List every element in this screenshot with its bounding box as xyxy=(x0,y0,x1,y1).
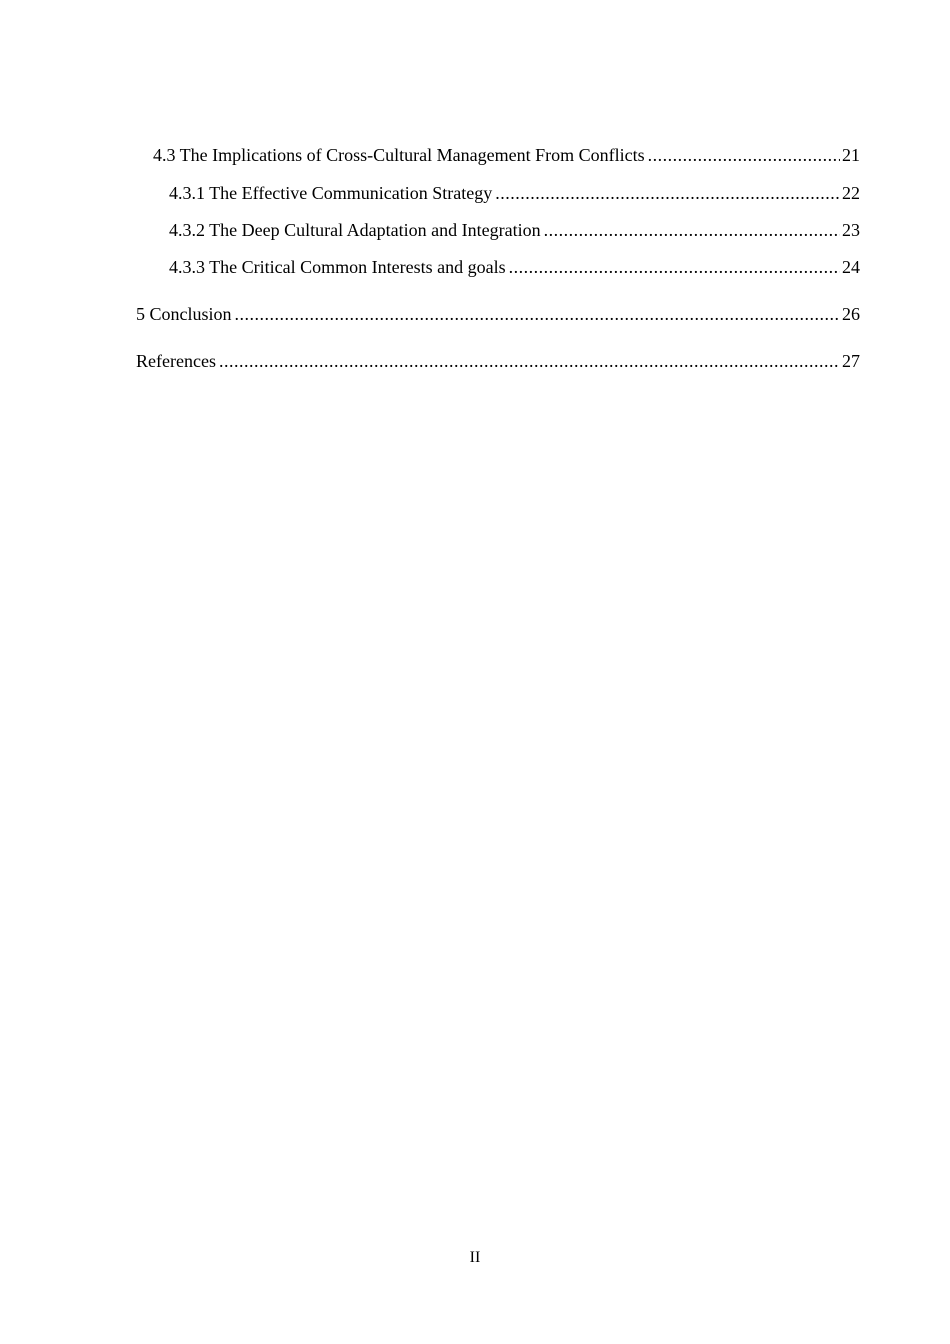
toc-dot-leader xyxy=(509,256,840,278)
toc-entry-title: References xyxy=(136,351,216,371)
toc-entry-title: 4.3.3 The Critical Common Interests and goals xyxy=(169,257,506,277)
toc-entry-title: 5 Conclusion xyxy=(136,304,232,324)
toc-entry-4-3-1[interactable] xyxy=(169,182,860,204)
toc-entry-4-3[interactable] xyxy=(153,144,860,166)
toc-entry-4-3-3[interactable] xyxy=(169,256,860,278)
toc-entry-4-3-2[interactable] xyxy=(169,219,860,241)
toc-dot-leader xyxy=(544,219,840,241)
toc-entry-title: 4.3.1 The Effective Communication Strategy xyxy=(169,183,493,203)
toc-dot-leader xyxy=(219,350,840,372)
toc-dot-leader xyxy=(648,144,840,166)
toc-entry-conclusion[interactable] xyxy=(136,303,860,325)
toc-entry-page-number: 22 xyxy=(842,183,860,203)
toc-dot-leader xyxy=(235,303,840,325)
page-number-footer: II xyxy=(469,1249,481,1266)
toc-entry-title: 4.3.2 The Deep Cultural Adaptation and Integration xyxy=(169,220,541,240)
toc-entry-references[interactable] xyxy=(136,350,860,372)
toc-dot-leader xyxy=(495,182,840,204)
toc-entry-page-number: 24 xyxy=(842,257,860,277)
toc-entry-title: 4.3 The Implications of Cross-Cultural Management From Conflicts xyxy=(153,145,645,165)
toc-entry-page-number: 21 xyxy=(842,145,860,165)
toc-entry-page-number: 27 xyxy=(842,351,860,371)
toc-entry-page-number: 26 xyxy=(842,304,860,324)
toc-entry-page-number: 23 xyxy=(842,220,860,240)
